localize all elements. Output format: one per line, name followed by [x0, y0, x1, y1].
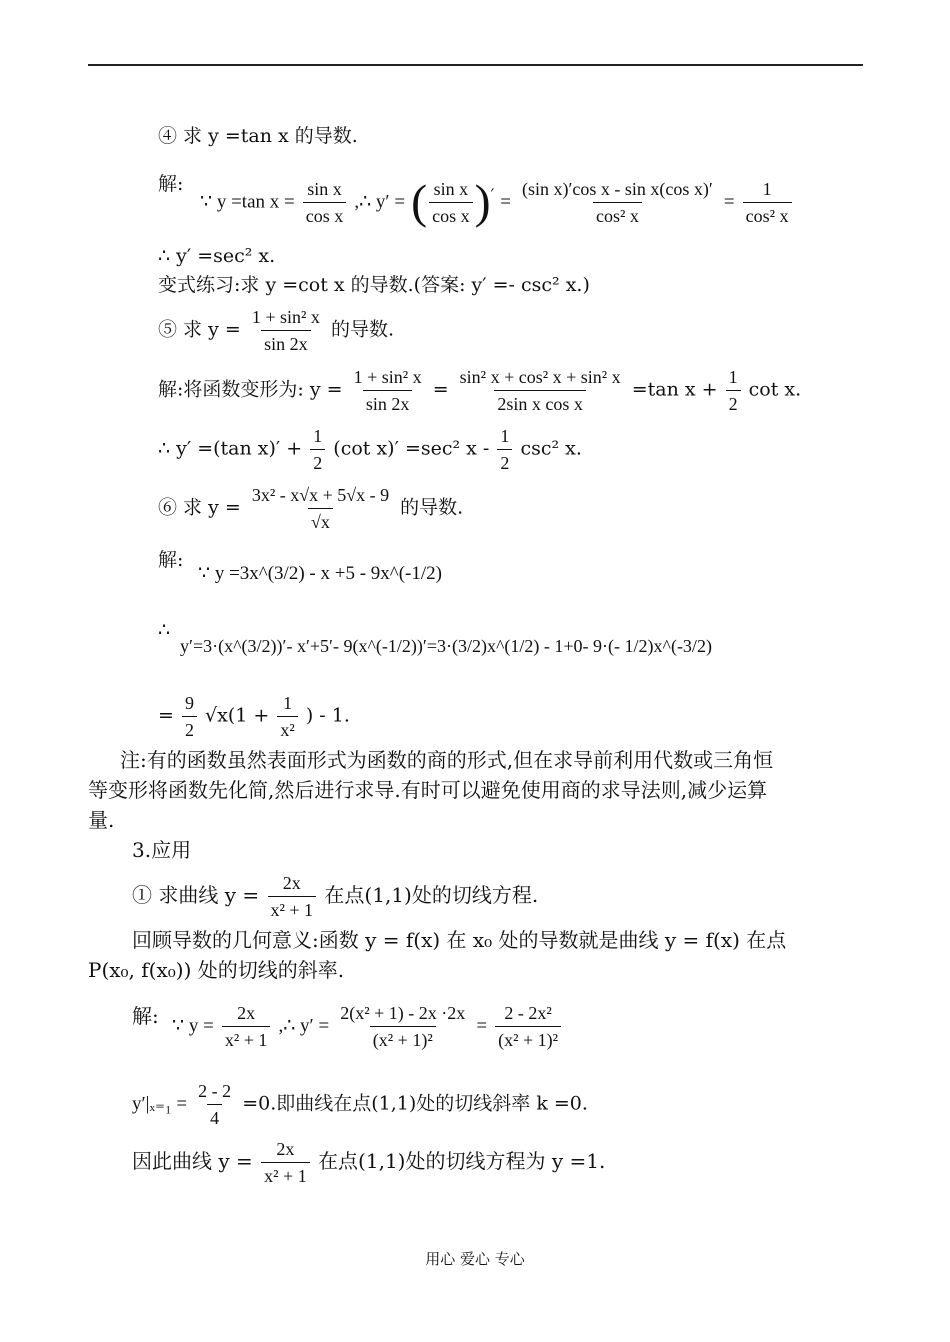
denominator: 4: [207, 1104, 222, 1129]
eq-part: ∴ y′ =(tan x)′ +: [158, 437, 303, 460]
review-line-1: 回顾导数的几何意义:函数 y = f(x) 在 x₀ 处的导数就是曲线 y = f(x) 在点: [132, 928, 787, 952]
numerator: sin x: [307, 179, 342, 199]
denominator: 2: [182, 716, 197, 741]
eq-part: ,∴ y′ =: [354, 191, 406, 213]
denominator: 2sin x cos x: [494, 390, 586, 415]
numerator: sin x: [433, 179, 469, 199]
problem-4-title: ④ 求 y =tan x 的导数.: [158, 125, 358, 147]
eq-part: 在点(1,1)处的切线方程为 y =1.: [318, 1149, 606, 1173]
fraction-half-2: [310, 425, 325, 474]
note-line-3: 量.: [88, 808, 115, 832]
eq-part: ) - 1.: [305, 704, 350, 727]
numerator: sin² x + cos² x + sin² x: [459, 367, 621, 387]
fraction-nine-half: [182, 692, 197, 741]
eq-part: =: [158, 704, 174, 727]
denominator: 2: [497, 449, 512, 474]
fraction-sinx-cosx: [303, 178, 347, 227]
denominator: cos x: [303, 202, 347, 227]
eq-part: =tan x +: [631, 378, 718, 401]
denominator: 2: [310, 449, 325, 474]
denominator: cos² x: [743, 202, 792, 227]
left-paren: (: [411, 175, 428, 229]
eq-part: ∵ y =: [172, 1015, 214, 1037]
prime-mark: ′: [490, 185, 495, 205]
note-line-1: 注:有的函数虽然表面形式为函数的商的形式,但在求导前利用代数或三角恒: [120, 748, 774, 772]
eq-part: 因此曲线 y =: [132, 1149, 253, 1173]
numerator: 1: [762, 179, 772, 199]
section-3-heading: 3.应用: [132, 838, 192, 862]
fraction-2x: [268, 872, 317, 921]
denominator: sin 2x: [363, 390, 413, 415]
numerator: 1: [313, 426, 323, 446]
eq-part: y′|ₓ₌₁ =: [132, 1093, 188, 1115]
fraction-2x-3: [261, 1138, 310, 1187]
fraction-derivative-2: [495, 1002, 561, 1051]
numerator: 1: [283, 693, 293, 713]
solution-4-label: 解:: [158, 173, 184, 195]
eq-part: 在点(1,1)处的切线方程.: [324, 883, 539, 907]
fraction-one-cos2: [743, 178, 792, 227]
fraction-q5b: [457, 366, 624, 415]
eq-part: csc² x.: [520, 437, 582, 460]
eq-part: ,∴ y′ =: [278, 1015, 330, 1037]
eq-part: cot x.: [748, 378, 802, 401]
denominator: x² + 1: [222, 1026, 271, 1051]
fraction-q5: [249, 306, 323, 355]
final-answer: [132, 1138, 605, 1187]
note-line-2: 等变形将函数先化简,然后进行求导.有时可以避免使用商的求导法则,减少运算: [88, 778, 768, 802]
eq-part: =0.即曲线在点(1,1)处的切线斜率 k =0.: [242, 1092, 588, 1115]
result-5: [158, 425, 582, 474]
numerator: 2 - 2x²: [504, 1003, 552, 1023]
header-rule: [88, 64, 863, 66]
numerator: 1 + sin² x: [353, 367, 422, 387]
problem-6-title: [158, 484, 463, 533]
page-footer: 用心 爱心 专心: [425, 1250, 525, 1268]
fraction-quotient-rule: [519, 178, 716, 227]
denominator: cos² x: [593, 202, 642, 227]
eq-part: ⑤ 求 y =: [158, 318, 241, 341]
eq-part: =: [476, 1015, 488, 1037]
eq-part: 的导数.: [330, 318, 394, 341]
denominator: x² + 1: [261, 1162, 310, 1187]
fraction-q6: [249, 484, 392, 533]
numerator: 3x² - x√x + 5√x - 9: [251, 485, 390, 505]
eq-part: ⑥ 求 y =: [158, 496, 241, 519]
numerator: 1 + sin² x: [251, 307, 320, 327]
numerator: 2(x² + 1) - 2x ·2x: [340, 1003, 466, 1023]
denominator: sin 2x: [261, 330, 311, 355]
fraction-derivative: [337, 1002, 468, 1051]
solution-4-equation: [200, 175, 794, 229]
problem-5-title: [158, 306, 394, 355]
derivative-6: y′=3·(x^(3/2))′- x′+5′- 9(x^(-1/2))′=3·(3/2)x^(1/2) - 1+0- 9·(- 1/2)x^(-3/2): [180, 636, 712, 656]
denominator: x² + 1: [268, 896, 317, 921]
denominator: √x: [308, 508, 333, 533]
eq-part: ① 求曲线 y =: [132, 883, 260, 907]
variant-exercise: 变式练习:求 y =cot x 的导数.(答案: y′ =- csc² x.): [158, 274, 590, 296]
denominator: cos x: [429, 202, 473, 227]
solution-app-label: 解:: [132, 1004, 159, 1028]
fraction-one-x2: [277, 692, 297, 741]
denominator: (x² + 1)²: [495, 1026, 561, 1051]
eq-part: ∵ y =tan x =: [200, 191, 295, 213]
application-1: [132, 872, 538, 921]
numerator: 2 - 2: [198, 1081, 232, 1101]
denominator: x²: [277, 716, 297, 741]
numerator: (sin x)′cos x - sin x(cos x)′: [521, 179, 713, 199]
solution-6-label: 解:: [158, 549, 184, 571]
result-6: [158, 692, 350, 741]
eq-part: 的导数.: [400, 496, 464, 519]
result-4: ∴ y′ =sec² x.: [158, 245, 276, 267]
numerator: 2x: [276, 1139, 295, 1159]
eq-part: =: [500, 191, 511, 213]
numerator: 1: [500, 426, 510, 446]
eq-part: (cot x)′ =sec² x -: [333, 437, 490, 460]
denominator: (x² + 1)²: [370, 1026, 436, 1051]
solution-6-rewrite: ∵ y =3x^(3/2) - x +5 - 9x^(-1/2): [198, 563, 442, 584]
eq-part: 解:将函数变形为: y =: [158, 378, 343, 401]
numerator: 2x: [237, 1003, 256, 1023]
fraction-half-3: [497, 425, 512, 474]
review-line-2: P(x₀, f(x₀)) 处的切线的斜率.: [88, 958, 345, 982]
numerator: 1: [728, 367, 738, 387]
fraction-half: [726, 366, 741, 415]
solution-5-transform: [158, 366, 801, 415]
eq-part: =: [432, 378, 449, 401]
slope-line: [132, 1080, 588, 1129]
eq-part: √x(1 +: [205, 704, 270, 727]
denominator: 2: [726, 390, 741, 415]
solution-app-equation: [172, 1002, 563, 1051]
therefore-6: ∴: [158, 619, 171, 641]
fraction-2x-2: [222, 1002, 271, 1051]
fraction-sinx-cosx-2: [429, 178, 473, 227]
numerator: 9: [184, 693, 194, 713]
fraction-q5a: [351, 366, 425, 415]
fraction-slope: [195, 1080, 234, 1129]
right-paren: ): [474, 175, 491, 229]
numerator: 2x: [282, 873, 301, 893]
eq-part: =: [723, 191, 735, 213]
